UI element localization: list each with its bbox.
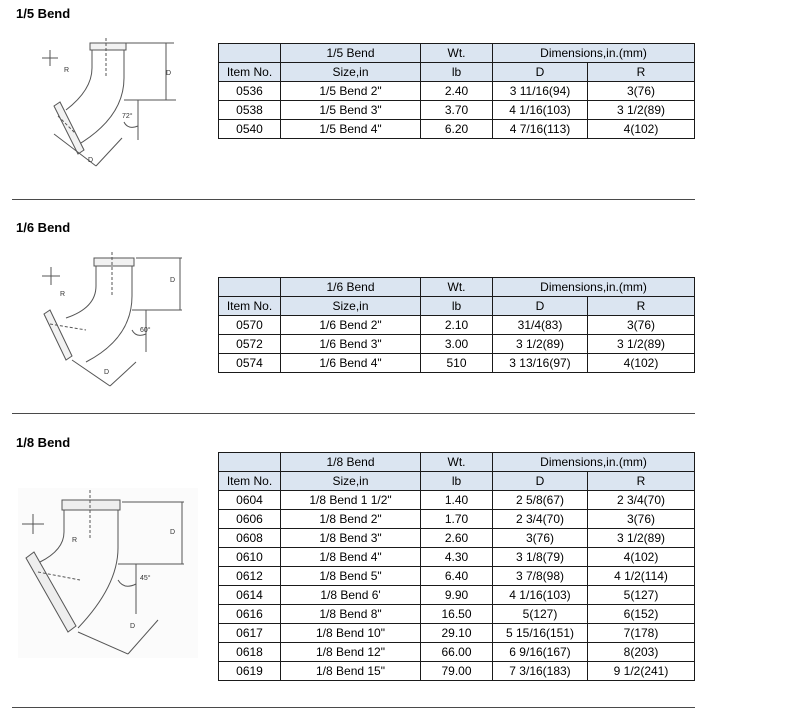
- header-blank: [219, 44, 281, 63]
- header-bend-name: 1/8 Bend: [281, 453, 421, 472]
- cell-r: 3(76): [588, 82, 695, 101]
- section-title-1-5-bend: 1/5 Bend: [16, 6, 71, 21]
- cell-size: 1/6 Bend 2": [281, 316, 421, 335]
- cell-item: 0619: [219, 662, 281, 681]
- cell-r: 3 1/2(89): [588, 101, 695, 120]
- bend-1-8-drawing: [18, 488, 198, 658]
- cell-item: 0616: [219, 605, 281, 624]
- cell-wt: 79.00: [421, 662, 493, 681]
- cell-item: 0574: [219, 354, 281, 373]
- cell-wt: 2.40: [421, 82, 493, 101]
- header-item-no: Item No.: [219, 63, 281, 82]
- cell-r: 4(102): [588, 548, 695, 567]
- cell-d: 2 5/8(67): [493, 491, 588, 510]
- cell-size: 1/6 Bend 3": [281, 335, 421, 354]
- cell-r: 3(76): [588, 510, 695, 529]
- cell-size: 1/8 Bend 15": [281, 662, 421, 681]
- cell-r: 2 3/4(70): [588, 491, 695, 510]
- header-wt: Wt.: [421, 453, 493, 472]
- header-lb: lb: [421, 472, 493, 491]
- cell-item: 0570: [219, 316, 281, 335]
- table-row: [219, 624, 695, 643]
- table-row: [219, 643, 695, 662]
- bend-1-5-drawing: [36, 38, 196, 170]
- table-subheader-row: [219, 63, 695, 82]
- table-row: [219, 491, 695, 510]
- cell-wt: 1.40: [421, 491, 493, 510]
- bend-1-6-drawing: [36, 252, 196, 392]
- cell-item: 0610: [219, 548, 281, 567]
- cell-item: 0618: [219, 643, 281, 662]
- cell-d: 31/4(83): [493, 316, 588, 335]
- table-row: [219, 120, 695, 139]
- table-header-row: [219, 453, 695, 472]
- cell-d: 4 1/16(103): [493, 101, 588, 120]
- header-dimensions: Dimensions,in.(mm): [493, 44, 695, 63]
- cell-size: 1/8 Bend 6': [281, 586, 421, 605]
- bend-1-6-r-label: R: [60, 291, 66, 298]
- cell-wt: 2.10: [421, 316, 493, 335]
- cell-d: 3 11/16(94): [493, 82, 588, 101]
- cell-wt: 4.30: [421, 548, 493, 567]
- header-blank: [219, 278, 281, 297]
- cell-size: 1/8 Bend 12": [281, 643, 421, 662]
- cell-item: 0540: [219, 120, 281, 139]
- cell-r: 3 1/2(89): [588, 335, 695, 354]
- cell-wt: 6.20: [421, 120, 493, 139]
- table-row: [219, 510, 695, 529]
- table-row: [219, 335, 695, 354]
- cell-size: 1/8 Bend 1 1/2": [281, 491, 421, 510]
- cell-item: 0604: [219, 491, 281, 510]
- cell-d: 4 7/16(113): [493, 120, 588, 139]
- cell-wt: 3.00: [421, 335, 493, 354]
- table-row: [219, 82, 695, 101]
- cell-item: 0614: [219, 586, 281, 605]
- bend-1-5-d2-label: D: [88, 157, 94, 164]
- cell-d: 6 9/16(167): [493, 643, 588, 662]
- header-r: R: [588, 63, 695, 82]
- table-row: [219, 605, 695, 624]
- cell-wt: 29.10: [421, 624, 493, 643]
- cell-item: 0538: [219, 101, 281, 120]
- cell-wt: 6.40: [421, 567, 493, 586]
- cell-r: 4(102): [588, 354, 695, 373]
- cell-wt: 2.60: [421, 529, 493, 548]
- header-dimensions: Dimensions,in.(mm): [493, 278, 695, 297]
- bend-1-8-angle-label: 45°: [140, 575, 151, 582]
- header-blank: [219, 453, 281, 472]
- cell-d: 3 7/8(98): [493, 567, 588, 586]
- bend-1-8-d2-label: D: [130, 623, 136, 630]
- cell-d: 5(127): [493, 605, 588, 624]
- bend-1-6-d2-label: D: [104, 369, 110, 376]
- table-1-6-bend: [218, 277, 695, 373]
- cell-wt: 9.90: [421, 586, 493, 605]
- cell-size: 1/6 Bend 4": [281, 354, 421, 373]
- bend-1-5-angle-label: 72°: [122, 113, 133, 120]
- cell-item: 0612: [219, 567, 281, 586]
- header-lb: lb: [421, 63, 493, 82]
- cell-size: 1/8 Bend 3": [281, 529, 421, 548]
- cell-size: 1/8 Bend 4": [281, 548, 421, 567]
- table-row: [219, 529, 695, 548]
- table-subheader-row: [219, 472, 695, 491]
- cell-wt: 510: [421, 354, 493, 373]
- header-size: Size,in: [281, 63, 421, 82]
- bend-1-6-angle-label: 60°: [140, 327, 151, 334]
- table-row: [219, 662, 695, 681]
- cell-r: 9 1/2(241): [588, 662, 695, 681]
- table-1-5-bend: [218, 43, 695, 139]
- cell-size: 1/8 Bend 2": [281, 510, 421, 529]
- cell-size: 1/5 Bend 3": [281, 101, 421, 120]
- cell-d: 4 1/16(103): [493, 586, 588, 605]
- header-size: Size,in: [281, 472, 421, 491]
- bend-1-5-r-label: R: [64, 67, 70, 74]
- section-divider: [12, 707, 695, 708]
- cell-d: 2 3/4(70): [493, 510, 588, 529]
- header-item-no: Item No.: [219, 472, 281, 491]
- table-row: [219, 586, 695, 605]
- header-bend-name: 1/5 Bend: [281, 44, 421, 63]
- cell-r: 7(178): [588, 624, 695, 643]
- cell-wt: 3.70: [421, 101, 493, 120]
- section-divider: [12, 199, 695, 200]
- table-row: [219, 101, 695, 120]
- cell-item: 0572: [219, 335, 281, 354]
- table-header-row: [219, 278, 695, 297]
- section-title-1-8-bend: 1/8 Bend: [16, 435, 71, 450]
- header-d: D: [493, 297, 588, 316]
- cell-wt: 16.50: [421, 605, 493, 624]
- cell-wt: 66.00: [421, 643, 493, 662]
- cell-d: 3(76): [493, 529, 588, 548]
- bend-1-8-r-label: R: [72, 537, 78, 544]
- cell-item: 0617: [219, 624, 281, 643]
- table-header-row: [219, 44, 695, 63]
- cell-d: 3 13/16(97): [493, 354, 588, 373]
- cell-wt: 1.70: [421, 510, 493, 529]
- table-row: [219, 567, 695, 586]
- header-lb: lb: [421, 297, 493, 316]
- header-d: D: [493, 472, 588, 491]
- cell-size: 1/8 Bend 10": [281, 624, 421, 643]
- cell-r: 4(102): [588, 120, 695, 139]
- cell-item: 0606: [219, 510, 281, 529]
- header-dimensions: Dimensions,in.(mm): [493, 453, 695, 472]
- cell-r: 6(152): [588, 605, 695, 624]
- table-1-8-bend: [218, 452, 695, 681]
- header-item-no: Item No.: [219, 297, 281, 316]
- cell-d: 3 1/8(79): [493, 548, 588, 567]
- section-title-1-6-bend: 1/6 Bend: [16, 220, 71, 235]
- table-row: [219, 316, 695, 335]
- table-subheader-row: [219, 297, 695, 316]
- bend-1-8-d-label: D: [170, 529, 176, 536]
- cell-d: 7 3/16(183): [493, 662, 588, 681]
- table-row: [219, 354, 695, 373]
- cell-r: 3 1/2(89): [588, 529, 695, 548]
- cell-d: 5 15/16(151): [493, 624, 588, 643]
- cell-size: 1/5 Bend 4": [281, 120, 421, 139]
- header-r: R: [588, 297, 695, 316]
- cell-r: 8(203): [588, 643, 695, 662]
- section-divider: [12, 413, 695, 414]
- bend-1-6-d-label: D: [170, 277, 176, 284]
- table-row: [219, 548, 695, 567]
- cell-item: 0608: [219, 529, 281, 548]
- cell-d: 3 1/2(89): [493, 335, 588, 354]
- cell-r: 3(76): [588, 316, 695, 335]
- cell-size: 1/5 Bend 2": [281, 82, 421, 101]
- cell-item: 0536: [219, 82, 281, 101]
- cell-r: 5(127): [588, 586, 695, 605]
- header-r: R: [588, 472, 695, 491]
- header-bend-name: 1/6 Bend: [281, 278, 421, 297]
- header-size: Size,in: [281, 297, 421, 316]
- cell-r: 4 1/2(114): [588, 567, 695, 586]
- header-wt: Wt.: [421, 44, 493, 63]
- cell-size: 1/8 Bend 5": [281, 567, 421, 586]
- header-d: D: [493, 63, 588, 82]
- header-wt: Wt.: [421, 278, 493, 297]
- bend-1-5-d-label: D: [166, 70, 172, 77]
- cell-size: 1/8 Bend 8": [281, 605, 421, 624]
